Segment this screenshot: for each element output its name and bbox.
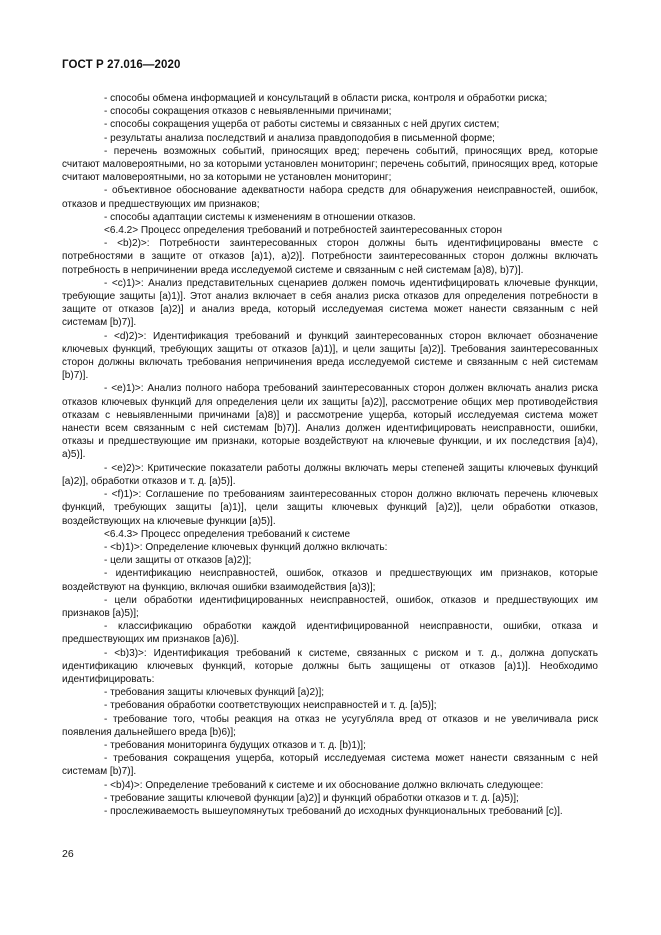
standard-header: ГОСТ Р 27.016—2020: [62, 59, 181, 71]
paragraph: - результаты анализа последствий и анализа правдоподобия в письменной форме;: [104, 132, 495, 144]
paragraph: - способы обмена информацией и консультаций в области риска, контроля и обработки риска;: [104, 93, 548, 104]
paragraph: - идентификацию неисправностей, ошибок, отказов и предшествующих им признаков, которые воздействуют на функцию, включая ошибки взаимодействия [a)3)];: [62, 568, 598, 593]
paragraph: - <b)3)>: Идентификация требований к системе, связанных с риском и т. д., должна допускать идентификацию ключевых функций, которые должны быть защищены от отказов [a)1)]. Необходимо идентифицировать:: [62, 647, 598, 685]
paragraph: - требования обработки соответствующих неисправностей и т. д. [a)5)];: [104, 700, 437, 712]
paragraph: - цели защиты от отказов [a)2)];: [104, 555, 252, 567]
paragraph: - <d)2)>: Идентификация требований и функций заинтересованных сторон включает обозначение ключевых функций, требующих защиты от отказов [a)1)], и цели защиты [a)2)]. Требования заинтересованных сторон должны включать требования непричинения вреда исследуемой системе и связанным с ней системам [b)7)].: [62, 330, 598, 382]
document-body: [62, 92, 598, 818]
paragraph: - требования защиты ключевых функций [a)2)];: [104, 687, 325, 699]
section-heading: <6.4.3> Процесс определения требований к системе: [104, 528, 351, 540]
paragraph: - прослеживаемость вышеупомянутых требований до исходных функциональных требований [c)].: [104, 805, 563, 817]
paragraph: - цели обработки идентифицированных неисправностей, ошибок, отказов и предшествующих им признаков [a)5)];: [62, 594, 598, 619]
paragraph: - <b)4)>: Определение требований к системе и их обоснование должно включать следующее:: [104, 779, 544, 791]
paragraph: - <c)1)>: Анализ представительных сценариев должен помочь идентифицировать ключевые функции, требующие защиты [a)1)]. Этот анализ включает в себя анализ риска отказов для определения потребности в защите от отказов [a)2)] и анализ вреда, который исследуемая система может нанести связанным с ней системам [b)7)].: [62, 277, 598, 329]
page-number: 26: [62, 848, 74, 860]
paragraph: - способы сокращения ущерба от работы системы и связанных с ней других систем;: [104, 119, 500, 131]
paragraph: - объективное обоснование адекватности набора средств для обнаружения неисправностей, ошибок, отказов и предшествующих им признаков;: [62, 185, 598, 210]
paragraph: - <b)2)>: Потребности заинтересованных сторон должны быть идентифицированы вместе с потребностями в защите от отказов [a)1), a)2)]. Потребности заинтересованных сторон должны включать потребность в непричинении вреда исследуемой системе и связанным с ней системам [a)8), b)7)].: [62, 238, 598, 276]
paragraph: - требования мониторинга будущих отказов и т. д. [b)1)];: [104, 739, 366, 751]
paragraph: - <e)2)>: Критические показатели работы должны включать меры степеней защиты ключевых функций [a)2)], обработки отказов и т. д. [a)5)].: [62, 462, 598, 487]
paragraph: - способы сокращения отказов с невыявленными причинами;: [104, 106, 392, 118]
paragraph: - <b)1)>: Определение ключевых функций должно включать:: [104, 541, 388, 553]
paragraph: - способы адаптации системы к изменениям в отношении отказов.: [104, 211, 416, 223]
paragraph: - <f)1)>: Соглашение по требованиям заинтересованных сторон должно включать перечень ключевых функций, требующих защиты [a)1)], цели защиты ключевых функций [a)2)], цели обработки отказов, воздействующих на ключевые функции [a)5)].: [62, 489, 598, 527]
paragraph: - требование того, чтобы реакция на отказ не усугубляла вред от отказов и не увеличивала риск появления дальнейшего вреда [b)6)];: [62, 713, 598, 738]
paragraph: - требования сокращения ущерба, который исследуемая система может нанести связанным с ней системам [b)7)].: [62, 753, 598, 778]
paragraph: - перечень возможных событий, приносящих вред; перечень событий, приносящих вред, которые считают маловероятными, но за которыми установлен мониторинг; перечень событий, приносящих вред, которые считают маловероятными, но за которыми не установлен мониторинг;: [62, 145, 598, 184]
paragraph: - требование защиты ключевой функции [a)2)] и функций обработки отказов и т. д. [a)5)];: [104, 792, 519, 804]
paragraph: - классификацию обработки каждой идентифицированной неисправности, ошибки, отказа и предшествующих им признаков [a)6)].: [62, 621, 598, 646]
section-heading: <6.4.2> Процесс определения требований и потребностей заинтересованных сторон: [104, 225, 503, 237]
paragraph: - <e)1)>: Анализ полного набора требований заинтересованных сторон должен включать анализ риска отказов ключевых функций для определения цели их защиты [a)2)], рассмотрение общих мер противодействия отказам с невыявленными причинами [a)8)] и рассмотрение ущерба, который исследуемая система может нанести всем связанным с ней системам [b)7)]. Анализ должен идентифицировать неисправности, ошибки, отказы и предшествующие им признаки, которые воздействуют на ключевые функции, и их последствия [a)4), a)5)].: [62, 383, 598, 461]
